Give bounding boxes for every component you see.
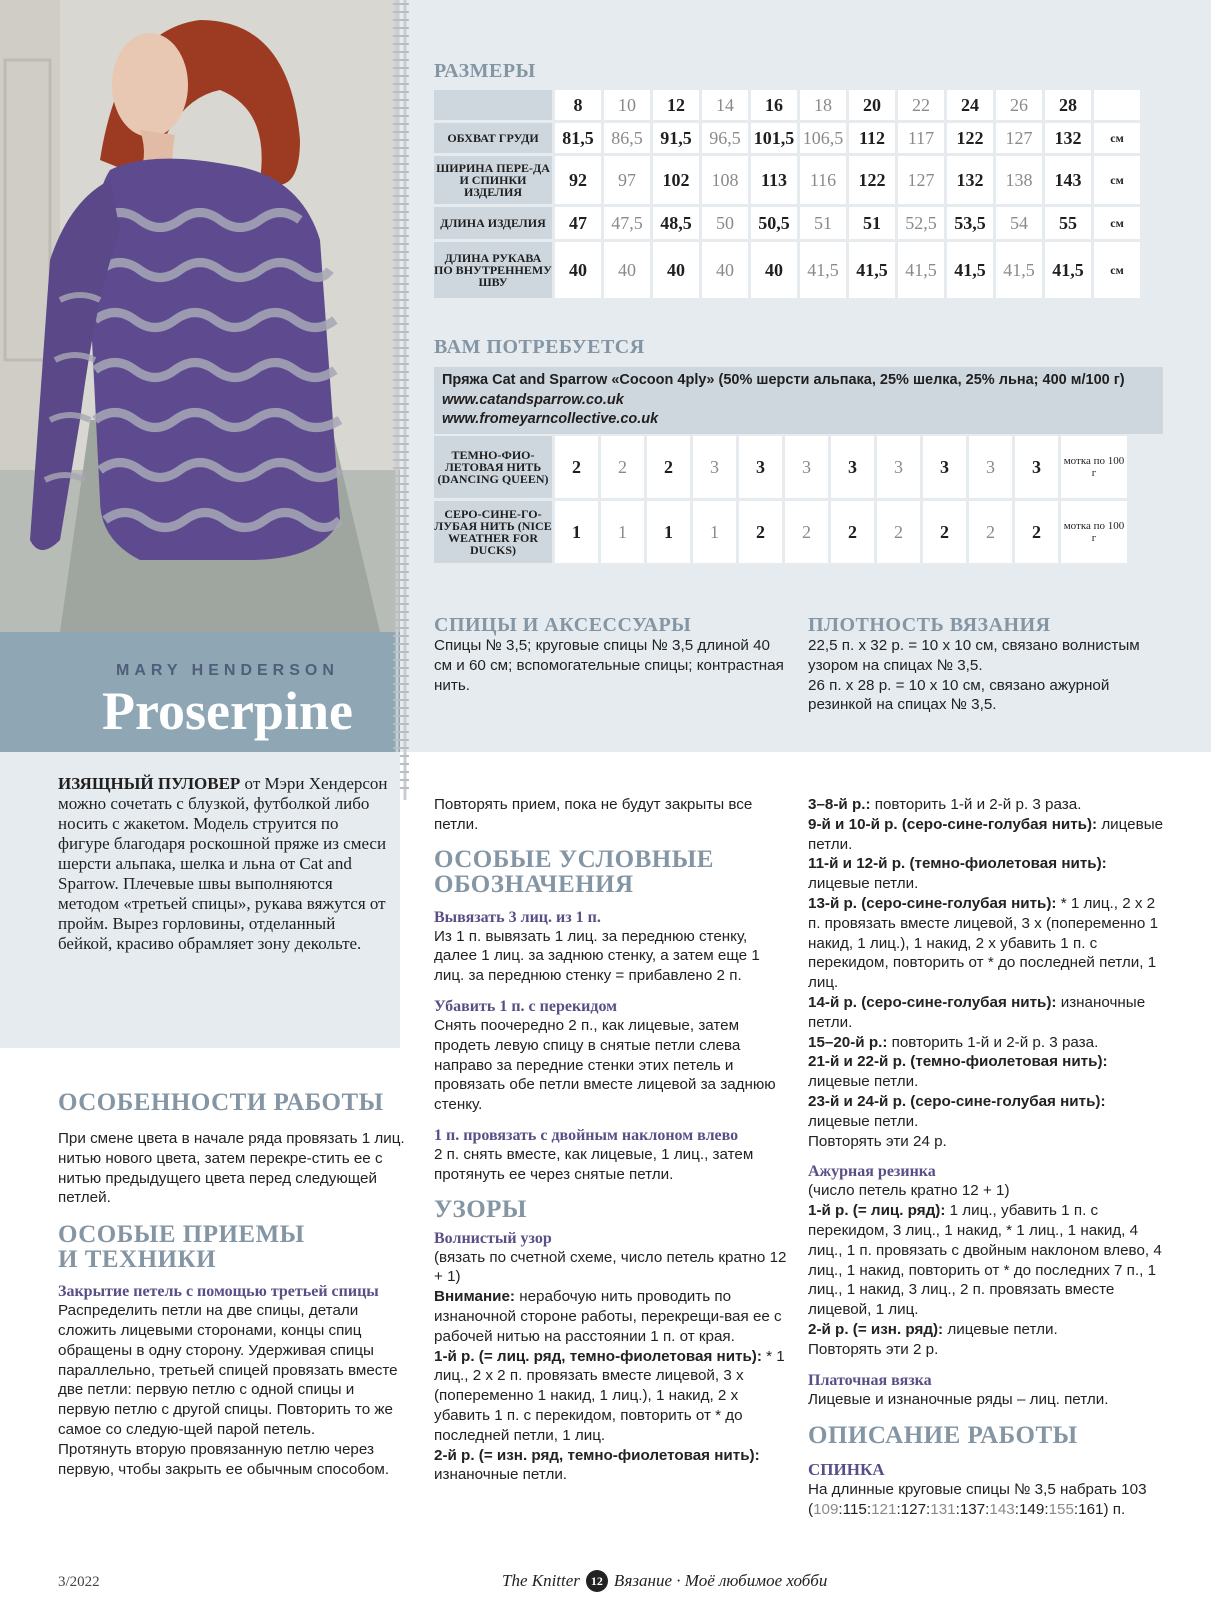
size-value-cell: 116 [800,156,846,204]
size-value-cell: 102 [653,156,699,204]
size-value-cell: 40 [751,242,797,298]
size-value-cell: 143 [1045,156,1091,204]
intro-body: от Мэри Хендерсон можно сочетать с блузкой, футболкой либо носить с жакетом. Модель струится по фигуре благодаря роскошной пряже из смеси шерсти альпака, шелка и льна от Cat and Sparrow. Плечевые швы выполняются методом «третьей спицы», рукава вяжутся от пройм. Вырез горловины, отделанный бейкой, красиво обрамляет зону декольте. [58,774,388,953]
row-2-text [434,1446,789,1486]
rows-23-24 [808,1092,1168,1132]
size-value-cell: 50 [702,207,748,239]
size-value-cell: 117 [898,123,944,153]
yarn-value-cell: 1 [647,501,690,563]
yarn-value-cell: 3 [739,436,782,498]
column-2 [434,795,789,1485]
row-1-text [434,1347,789,1446]
size-value-cell: 48,5 [653,207,699,239]
rows-3-8 [808,795,1168,815]
garter-text: Лицевые и изнаночные ряды – лиц. петли. [808,1390,1109,1408]
double-dec-heading: 1 п. провязать с двойным наклоном влево [434,1126,739,1144]
rib-text: (число петель кратно 12 + 1) [808,1182,1010,1200]
size-value-cell: 86,5 [604,123,650,153]
size-value-cell: 106,5 [800,123,846,153]
back-text-a: На длинные круговые спицы № 3,5 набрать 103 ( [808,1481,1147,1519]
yarn-value-cell: 3 [877,436,920,498]
yarn-row [434,436,1127,498]
stitch-count: 161 [1078,1501,1104,1519]
rib-repeat: Повторять эти 2 р. [808,1340,939,1358]
rib-row-2-body: лицевые петли. [943,1320,1058,1338]
sizes-table [431,87,1143,301]
stitch-count: : [1044,1501,1049,1519]
size-unit-cell: см [1094,242,1140,298]
size-value-cell: 41,5 [849,242,895,298]
yarn-table [431,433,1130,566]
attention-body: нерабочую нить проводить по изнаночной стороне работы, перекрещи-вая ее с рабочей нитью на расстоянии 1 п. от края. [434,1288,782,1345]
size-header-cell: 18 [800,90,846,120]
stitch-count: : [838,1501,843,1519]
size-value-cell: 92 [555,156,601,204]
yarn-value-cell: 3 [923,436,966,498]
size-value-cell: 113 [751,156,797,204]
rows-11-12-label: 11-й и 12-й р. (темно-фиолетовая нить): [808,855,1107,873]
size-header-cell: 28 [1045,90,1091,120]
size-header-cell: 26 [996,90,1042,120]
column-3 [808,795,1168,1520]
column-1 [58,1090,408,1479]
sizes-heading: РАЗМЕРЫ [434,60,536,82]
size-value-cell: 40 [702,242,748,298]
sizes-row [434,123,1140,153]
yarn-unit-cell: мотка по 100 г [1061,501,1127,563]
size-unit-cell: см [1094,156,1140,204]
rib-row-1-body: 1 лиц., убавить 1 п. с перекидом, 3 лиц., 1 накид, * 1 лиц., 1 накид, 4 лиц., 1 п. провязать с двойным наклоном влево, 4 лиц., 1 накид, повторить от * до последних 7 п., 1 лиц., 1 накид, 3 лиц., 2 п. провязать вместе лицевой, 1 лиц. [808,1202,1162,1319]
inc-heading: Вывязать 3 лиц. из 1 п. [434,908,601,926]
needles-text: Спицы № 3,5; круговые спицы № 3,5 длиной 40 см и 60 см; вспомогательные спицы; контрастная нить. [434,637,784,694]
row-1-body: * 1 лиц., 2 х 2 п. провязать вместе лицевой, 3 х (попеременно 1 накид, 1 лиц.), 1 накид, 2 х убавить 1 п. с перекидом, повторить от * до последней петли, 1 лиц. [434,1347,785,1444]
size-value-cell: 41,5 [898,242,944,298]
size-value-cell: 50,5 [751,207,797,239]
yarn-value-cell: 3 [693,436,736,498]
rows-9-10 [808,815,1168,855]
author-name: MARY HENDERSON [116,662,339,679]
size-value-cell: 41,5 [800,242,846,298]
three-needle-heading: Закрытие петель с помощью третьей спицы [58,1283,379,1301]
row-13-label: 13-й р. (серо-сине-голубая нить): [808,894,1057,912]
stitch-count: : [1014,1501,1019,1519]
sizes-row-label: ШИРИНА ПЕРЕ-ДА И СПИНКИ ИЗДЕЛИЯ [434,156,552,204]
row-13-body: * 1 лиц., 2 х 2 п. провязать вместе лицевой, 3 х (попеременно 1 накид, 1 лиц.), 1 накид, 2 х убавить 1 п. с перекидом, повторить от * до последней петли, 1 лиц. [808,894,1159,992]
sizes-row [434,207,1140,239]
size-value-cell: 40 [653,242,699,298]
features-heading: ОСОБЕННОСТИ РАБОТЫ [58,1089,384,1116]
row-1-label: 1-й р. (= лиц. ряд, темно-фиолетовая нить): [434,1347,762,1365]
yarn-value-cell: 3 [785,436,828,498]
wave-text: (вязать по счетной схеме, число петель кратно 12 + 1) [434,1248,787,1286]
size-value-cell: 122 [849,156,895,204]
stitch-count: : [985,1501,990,1519]
size-header-cell: 14 [702,90,748,120]
yarn-value-cell: 2 [923,501,966,563]
dec-heading: Убавить 1 п. с перекидом [434,997,618,1015]
garter-heading: Платочная вязка [808,1371,932,1389]
size-value-cell: 53,5 [947,207,993,239]
stitch-count: : [926,1501,931,1519]
stitch-count: 149 [1018,1501,1045,1519]
abbrev-heading-2: ОБОЗНАЧЕНИЯ [434,870,634,898]
size-value-cell: 54 [996,207,1042,239]
techniques-heading-1: ОСОБЫЕ ПРИЕМЫ [58,1221,305,1249]
stitch-count: 137 [959,1501,986,1519]
size-value-cell: 138 [996,156,1042,204]
size-value-cell: 122 [947,123,993,153]
yarn-value-cell: 1 [601,501,644,563]
size-header-cell: 24 [947,90,993,120]
back-heading: СПИНКА [808,1460,885,1480]
stitch-count: 131 [930,1501,956,1519]
size-value-cell: 101,5 [751,123,797,153]
page-number: 12 [586,1570,608,1592]
three-needle-text-2: Протянуть вторую провязанную петлю через первую, чтобы закрыть ее обычным способом. [58,1440,390,1478]
gauge-text [808,636,1168,715]
size-header-cell: 20 [849,90,895,120]
size-value-cell: 40 [555,242,601,298]
size-value-cell: 47,5 [604,207,650,239]
size-value-cell: 81,5 [555,123,601,153]
rib-row-2-label: 2-й р. (= изн. ряд): [808,1320,944,1338]
yarn-site-1[interactable]: www.catandsparrow.co.uk [442,391,624,408]
sizes-row-label: ДЛИНА РУКАВА ПО ВНУТРЕННЕМУ ШВУ [434,242,552,298]
double-dec-text: 2 п. снять вместе, как лицевые, 1 лиц., затем протянуть ее через снятые петли. [434,1145,754,1183]
rows-15-20-label: 15–20-й р.: [808,1033,888,1051]
stitch-count: : [1073,1501,1079,1519]
sizes-row [434,156,1140,204]
stitch-count: : [866,1501,872,1519]
intro-lead: ИЗЯЩНЫЙ ПУЛОВЕР [58,774,241,793]
size-unit-cell: см [1094,207,1140,239]
size-value-cell: 51 [800,207,846,239]
gauge-line-1: 22,5 п. х 32 р. = 10 х 10 см, связано волнистым узором на спицах № 3,5. [808,637,1140,674]
stitch-count: : [896,1501,901,1519]
instructions-heading: ОПИСАНИЕ РАБОТЫ [808,1422,1078,1450]
row-2-label: 2-й р. (= изн. ряд, темно-фиолетовая нить): [434,1446,760,1464]
three-needle-text: Распределить петли на две спицы, детали сложить лицевыми сторонами, концы спиц обращены в одну сторону. Удерживая спицы параллельно, третьей спицей провязать вместе две петли: первую петлю с одной спицы и первую петлю с другой спицы. Повторить то же самое со следую-щей парой петель. [58,1302,398,1438]
rows-11-12-body: лицевые петли. [808,875,919,893]
size-value-cell: 52,5 [898,207,944,239]
unit-header-cell [1094,90,1140,120]
techniques-heading-2: И ТЕХНИКИ [58,1246,217,1274]
yarn-site-2[interactable]: www.fromeyarncollective.co.uk [442,411,659,427]
needs-heading: ВАМ ПОТРЕБУЕТСЯ [434,336,645,358]
yarn-row-label: СЕРО-СИНЕ-ГО-ЛУБАЯ НИТЬ (NICE WEATHER FOR DUCKS) [434,501,552,563]
repeat-text: Повторять прием, пока не будут закрыты все петли. [434,796,753,833]
yarn-value-cell: 3 [969,436,1012,498]
size-header-cell: 8 [555,90,601,120]
yarn-value-cell: 2 [739,501,782,563]
sizes-row-label: ДЛИНА ИЗДЕЛИЯ [434,207,552,239]
rows-15-20 [808,1033,1168,1053]
size-header-cell: 22 [898,90,944,120]
size-value-cell: 132 [947,156,993,204]
yarn-value-cell: 2 [555,436,598,498]
repeat-24: Повторять эти 24 р. [808,1132,947,1150]
footer-brand [502,1570,827,1592]
yarn-value-cell: 1 [693,501,736,563]
attention-label: Внимание: [434,1288,515,1306]
sizes-row-label: ОБХВАТ ГРУДИ [434,123,552,153]
row-13 [808,894,1168,993]
rows-3-8-body: повторить 1-й и 2-й р. 3 раза. [870,796,1082,813]
sizes-corner-cell [434,90,552,120]
needles-heading: СПИЦЫ И АКСЕССУАРЫ [434,614,692,636]
rib-heading: Ажурная резинка [808,1163,936,1181]
size-value-cell: 41,5 [996,242,1042,298]
yarn-info [434,367,1163,434]
yarn-value-cell: 2 [601,436,644,498]
stitch-count: 155 [1048,1501,1074,1519]
features-text: При смене цвета в начале ряда провязать 1 лиц. нитью нового цвета, затем перекре-стить ее с нитью предыдущего цвета перед следующей петлей. [58,1130,405,1207]
patterns-heading: УЗОРЫ [434,1195,527,1223]
abbrev-heading-1: ОСОБЫЕ УСЛОВНЫЕ [434,845,714,873]
size-value-cell: 41,5 [947,242,993,298]
size-header-cell: 16 [751,90,797,120]
intro-text [58,774,388,954]
row-14-label: 14-й р. (серо-сине-голубая нить): [808,993,1057,1011]
rows-9-10-label: 9-й и 10-й р. (серо-сине-голубая нить): [808,815,1098,833]
yarn-value-cell: 2 [969,501,1012,563]
rows-3-8-label: 3–8-й р.: [808,796,871,813]
back-text [808,1480,1168,1520]
rows-11-12 [808,854,1168,894]
dec-text: Снять поочередно 2 п., как лицевые, затем продеть левую спицу в снятые петли слева направо за передние стенки этих петель и провязать обе петли вместе лицевой за заднюю стенку. [434,1016,776,1114]
brand-name: The Knitter [502,1571,580,1590]
stitch-counts [813,1501,1103,1518]
size-value-cell: 132 [1045,123,1091,153]
size-value-cell: 108 [702,156,748,204]
rib-row-2 [808,1320,1168,1340]
yarn-value-cell: 3 [831,436,874,498]
yarn-line: Пряжа Cat and Sparrow «Cocoon 4ply» (50% шерсти альпака, 25% шелка, 25% льна; 400 м/100 г) [442,372,1125,388]
stitch-count: 127 [900,1501,927,1519]
rows-15-20-body: повторить 1-й и 2-й р. 3 раза. [887,1033,1099,1051]
yarn-value-cell: 2 [877,501,920,563]
rows-23-24-label: 23-й и 24-й р. (серо-сине-голубая нить): [808,1092,1106,1110]
size-value-cell: 41,5 [1045,242,1091,298]
size-unit-cell: см [1094,123,1140,153]
zipper-decoration [388,0,414,800]
rows-23-24-body: лицевые петли. [808,1112,919,1130]
yarn-unit-cell: мотка по 100 г [1061,436,1127,498]
stitch-count: 115 [842,1501,867,1519]
rib-row-1-label: 1-й р. (= лиц. ряд): [808,1202,946,1220]
model-photo [0,0,400,632]
back-text-b: ) п. [1103,1501,1126,1519]
row-14-body: изнаночные петли. [808,993,1146,1031]
yarn-value-cell: 2 [647,436,690,498]
row-14 [808,993,1168,1033]
gauge-line-2: 26 п. х 28 р. = 10 х 10 см, связано ажурной резинкой на спицах № 3,5. [808,676,1110,714]
yarn-row [434,501,1127,563]
size-header-cell: 12 [653,90,699,120]
stitch-count: 143 [989,1501,1015,1519]
sizes-row [434,242,1140,298]
model-illustration [0,0,400,632]
size-value-cell: 96,5 [702,123,748,153]
issue-number: 3/2022 [58,1574,100,1590]
stitch-count: : [955,1501,960,1519]
size-value-cell: 55 [1045,207,1091,239]
rows-9-10-body: лицевые петли. [808,815,1164,853]
sizes-header-row [434,90,1140,120]
rib-row-1 [808,1201,1168,1320]
size-value-cell: 40 [604,242,650,298]
size-value-cell: 127 [898,156,944,204]
rows-21-22-body: лицевые петли. [808,1073,919,1091]
wave-heading: Волнистый узор [434,1229,552,1247]
size-value-cell: 97 [604,156,650,204]
yarn-value-cell: 2 [1015,501,1058,563]
stitch-count: 109 [813,1501,839,1519]
rows-21-22 [808,1052,1168,1092]
row-2-body: изнаночные петли. [434,1466,568,1484]
yarn-value-cell: 2 [831,501,874,563]
pattern-title: Proserpine [102,681,353,741]
size-value-cell: 127 [996,123,1042,153]
magazine-name: Вязание · Моё любимое хобби [613,1571,828,1590]
inc-text: Из 1 п. вывязать 1 лиц. за переднюю стенку, далее 1 лиц. за заднюю стенку, а затем еще 1 лиц. за переднюю стенку = прибавлено 2 п. [434,927,760,985]
stitch-count: 121 [871,1501,897,1519]
size-value-cell: 47 [555,207,601,239]
rows-21-22-label: 21-й и 22-й р. (темно-фиолетовая нить): [808,1053,1108,1071]
size-value-cell: 91,5 [653,123,699,153]
yarn-row-label: ТЕМНО-ФИО-ЛЕТОВАЯ НИТЬ (DANCING QUEEN) [434,436,552,498]
attention-text [434,1287,789,1346]
size-value-cell: 51 [849,207,895,239]
size-value-cell: 112 [849,123,895,153]
gauge-heading: ПЛОТНОСТЬ ВЯЗАНИЯ [808,614,1051,636]
yarn-value-cell: 1 [555,501,598,563]
yarn-value-cell: 2 [785,501,828,563]
yarn-value-cell: 3 [1015,436,1058,498]
size-header-cell: 10 [604,90,650,120]
